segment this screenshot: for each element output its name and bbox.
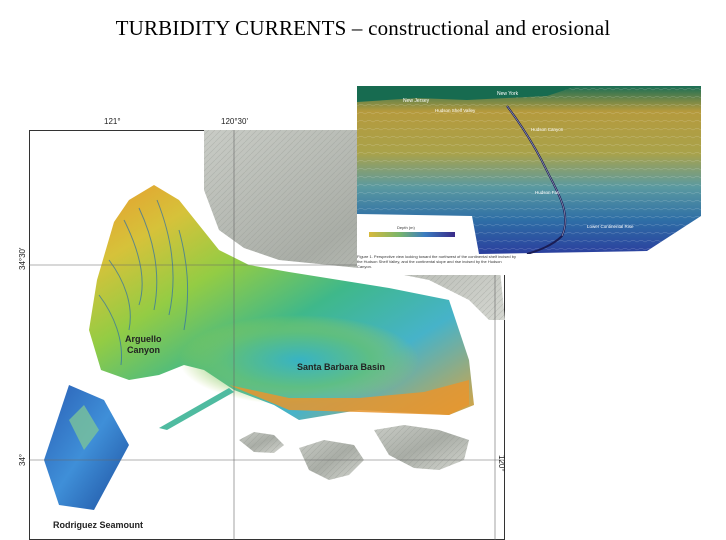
tick-120: 120° [497, 455, 506, 472]
tick-120-30: 120°30' [221, 117, 248, 126]
tick-34: 34° [18, 453, 27, 466]
inset-legend-bar [369, 232, 455, 237]
inset-label-abyss: Lower Continental Rise [587, 224, 634, 229]
slide-title: TURBIDITY CURRENTS – constructional and erosional [115, 16, 611, 40]
inset-caption: Figure 1. Perspective view looking toward the northwest of the continental shelf incised by the Hudson Shelf Valley, and the continental slope and rise incised by the Hudson Canyon. [357, 254, 516, 269]
inset-label-valley: Hudson Shelf Valley [435, 108, 476, 113]
hudson-inset [357, 86, 701, 275]
tick-34-30: 34°30' [18, 247, 27, 270]
basin-floor [179, 315, 419, 405]
label-canyon: Canyon [127, 345, 161, 355]
label-santa-barbara-basin: Santa Barbara Basin [297, 362, 386, 372]
label-rodriguez-seamount: Rodriguez Seamount [53, 520, 144, 530]
inset-label-new-york: New York [497, 91, 519, 97]
inset-label-hudson-canyon: Hudson Canyon [531, 127, 564, 132]
inset-label-new-jersey: New Jersey [403, 98, 430, 104]
tick-121: 121° [104, 117, 121, 126]
inset-label-fan: Hudson Fan [535, 190, 560, 195]
inset-legend-title: Depth (m) [397, 225, 415, 230]
label-arguello: Arguello [125, 334, 162, 344]
